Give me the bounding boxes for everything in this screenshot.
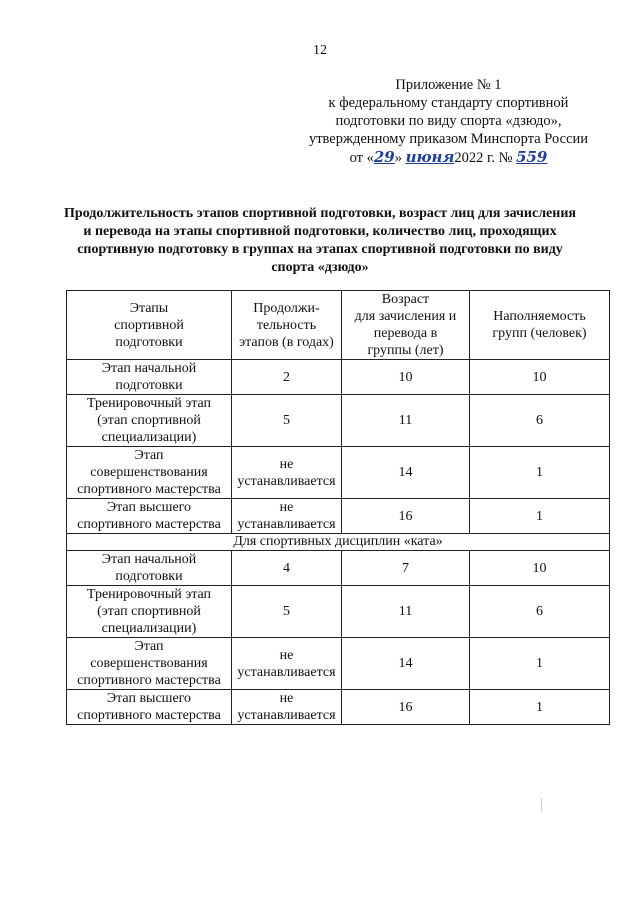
header-duration: Продолжи- тельность этапов (в годах)	[231, 291, 341, 360]
table-row	[67, 586, 610, 638]
cell-group-size: 1	[469, 447, 609, 499]
appendix-header	[309, 76, 588, 167]
appendix-line-3: подготовки по виду спорта «дзюдо»,	[335, 113, 562, 129]
cell-age: 16	[341, 499, 469, 534]
cell-age: 11	[341, 395, 469, 447]
cell-group-size: 6	[469, 395, 609, 447]
year-and-number-label: 2022 г. №	[454, 150, 513, 166]
cell-stage: Тренировочный этап (этап спортивной специализации)	[67, 586, 232, 638]
section-label-kata: Для спортивных дисциплин «ката»	[67, 534, 610, 551]
cell-age: 14	[341, 638, 469, 690]
stages-table	[66, 290, 610, 725]
cell-stage: Этап начальной подготовки	[67, 551, 232, 586]
cell-group-size: 1	[469, 690, 609, 725]
cell-age: 11	[341, 586, 469, 638]
page-number: 12	[313, 43, 327, 58]
appendix-date-line	[309, 148, 588, 167]
handwritten-month: июня	[405, 148, 455, 166]
cell-stage: Этап высшего спортивного мастерства	[67, 690, 232, 725]
table-row	[67, 690, 610, 725]
cell-age: 14	[341, 447, 469, 499]
table-row	[67, 499, 610, 534]
cell-group-size: 1	[469, 499, 609, 534]
cell-age: 7	[341, 551, 469, 586]
scan-mark	[541, 798, 542, 812]
cell-group-size: 10	[469, 360, 609, 395]
table-header-row	[67, 291, 610, 360]
cell-stage: Этап совершенствования спортивного мастерства	[67, 638, 232, 690]
cell-group-size: 1	[469, 638, 609, 690]
appendix-line-2: к федеральному стандарту спортивной	[328, 95, 569, 111]
handwritten-order-number: 559	[516, 148, 548, 166]
cell-duration: 5	[231, 395, 341, 447]
appendix-title: Приложение № 1	[395, 77, 502, 93]
cell-stage: Этап совершенствования спортивного мастерства	[67, 447, 232, 499]
table-row	[67, 551, 610, 586]
table-row	[67, 447, 610, 499]
cell-group-size: 6	[469, 586, 609, 638]
header-group-size: Наполняемость групп (человек)	[469, 291, 609, 360]
cell-age: 16	[341, 690, 469, 725]
table-row	[67, 395, 610, 447]
handwritten-day: 29	[373, 148, 395, 166]
cell-stage: Тренировочный этап (этап спортивной специализации)	[67, 395, 232, 447]
cell-duration: 5	[231, 586, 341, 638]
cell-age: 10	[341, 360, 469, 395]
cell-group-size: 10	[469, 551, 609, 586]
cell-stage: Этап высшего спортивного мастерства	[67, 499, 232, 534]
appendix-line-4: утвержденному приказом Минспорта России	[308, 131, 588, 147]
cell-duration: не устанавливается	[231, 690, 341, 725]
table-row	[67, 360, 610, 395]
day-suffix: »	[394, 150, 402, 166]
cell-duration: не устанавливается	[231, 447, 341, 499]
cell-duration: 4	[231, 551, 341, 586]
header-stages: Этапы спортивной подготовки	[67, 291, 232, 360]
cell-duration: 2	[231, 360, 341, 395]
header-age: Возраст для зачисления и перевода в группы (лет)	[341, 291, 469, 360]
document-title: Продолжительность этапов спортивной подготовки, возраст лиц для зачисления и перевода на этапы спортивной подготовки, количество лиц, проходящих спортивную подготовку в группах на этапах спортивной подготовки по виду спорта «дзюдо»	[64, 206, 576, 275]
cell-duration: не устанавливается	[231, 499, 341, 534]
cell-duration: не устанавливается	[231, 638, 341, 690]
cell-stage: Этап начальной подготовки	[67, 360, 232, 395]
date-prefix: от «	[349, 150, 374, 166]
section-row-kata	[67, 534, 610, 551]
table-row	[67, 638, 610, 690]
